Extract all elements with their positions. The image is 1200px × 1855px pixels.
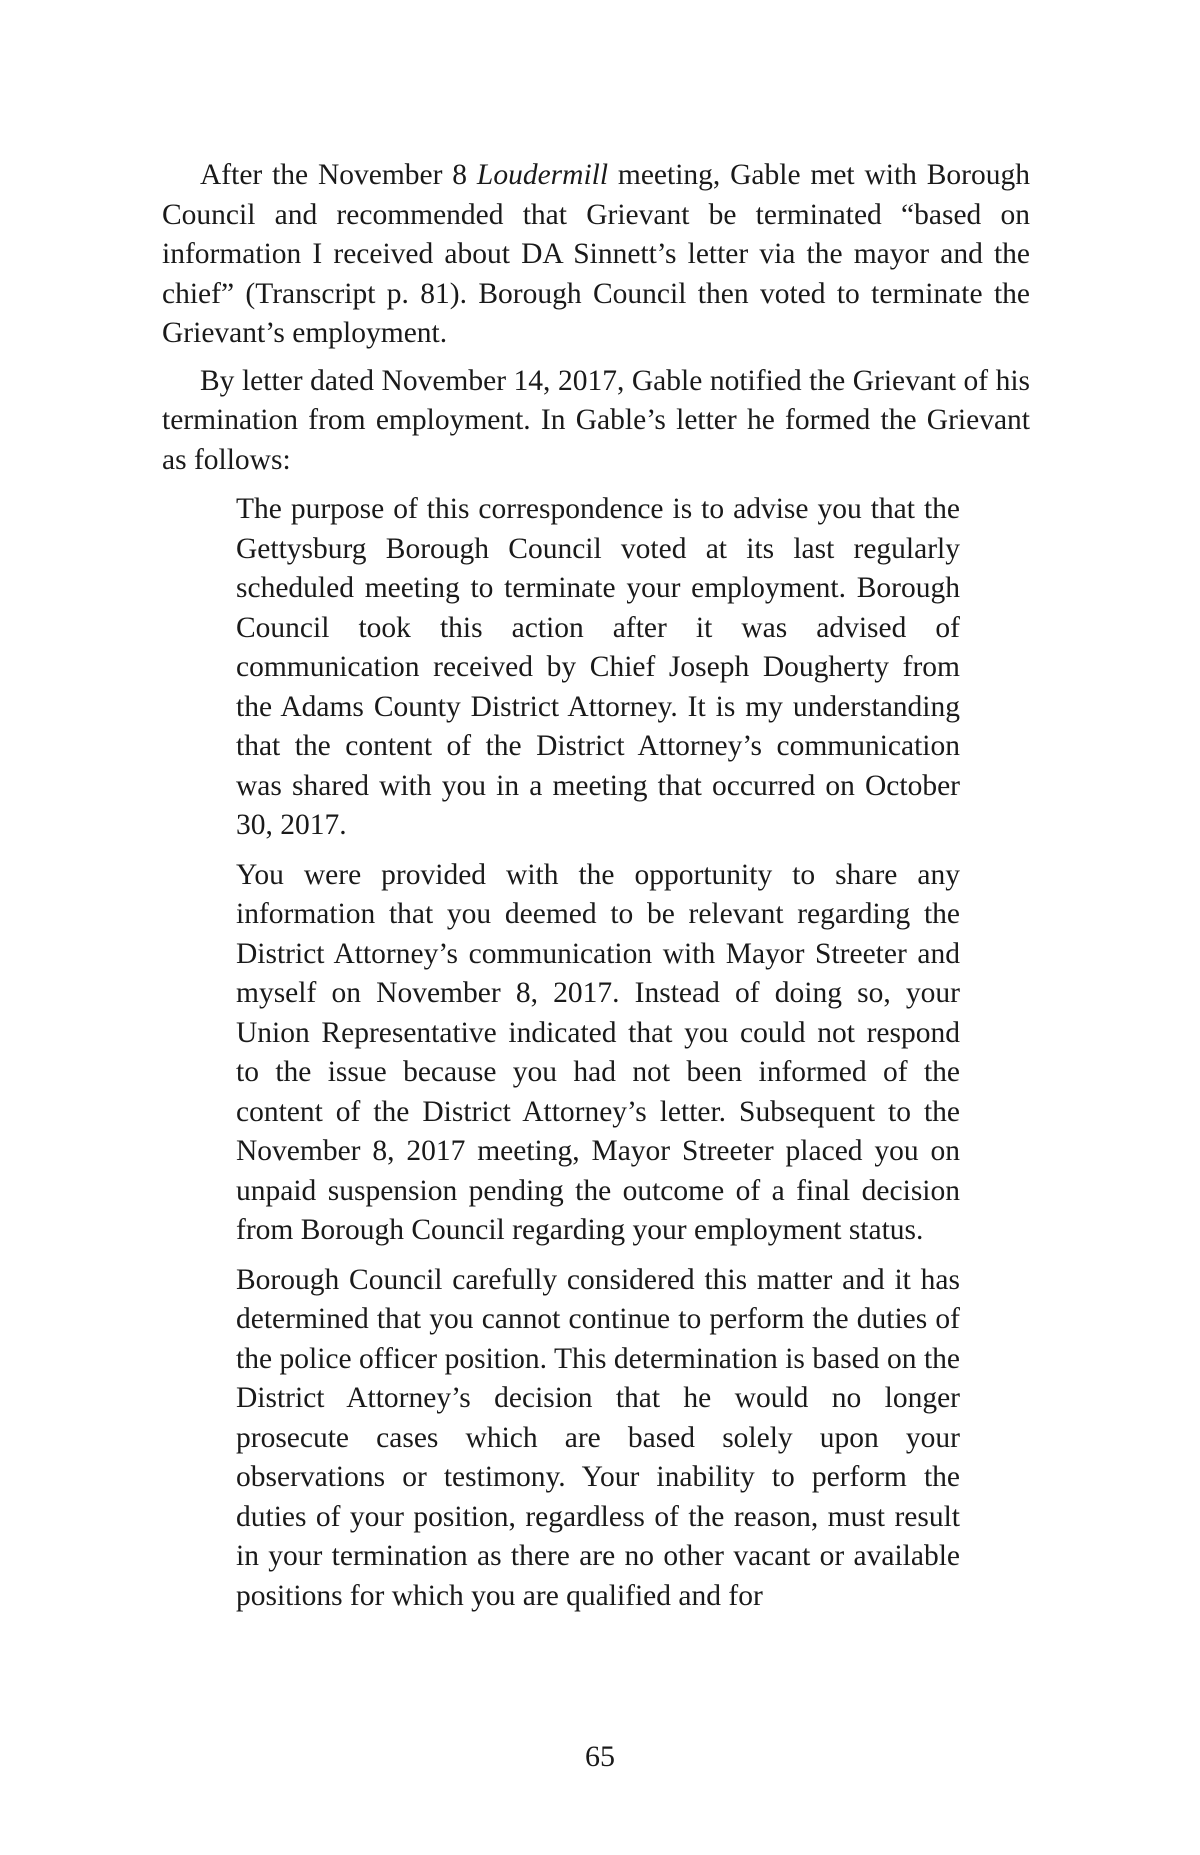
- paragraph-loudermill-meeting: [162, 156, 1030, 354]
- case-name-italic: Loudermill: [476, 159, 609, 191]
- quoted-paragraph: Borough Council carefully considered this matter and it has determined that you cannot continue to perform the duties of the police officer position. This determination is based on the District Attorney’s decision that he would no longer prosecute cases which are based solely upon your observations or testimony. Your inability to perform the duties of your position, regardless of the reason, must result in your termination as there are no other vacant or available positions for which you are qualified and for: [236, 1263, 960, 1612]
- paragraph-text: After the November 8: [200, 159, 477, 191]
- paragraph-termination-letter-intro: By letter dated November 14, 2017, Gable notified the Grievant of his termination from employment. In Gable’s letter he formed the Grievant as follows:: [162, 364, 1030, 476]
- page-number: 65: [585, 1740, 615, 1773]
- quoted-letter: [236, 490, 960, 1616]
- quoted-paragraph: You were provided with the opportunity to share any information that you deemed to be relevant regarding the District Attorney’s communication with Mayor Streeter and myself on November 8, 2017. Instead of doing so, your Union Representative indicated that you could not respond to the issue because you had not been informed of the content of the District Attorney’s letter. Subsequent to the November 8, 2017 meeting, Mayor Streeter placed you on unpaid suspension pending the outcome of a final decision from Borough Council regarding your employment status.: [236, 858, 960, 1246]
- paragraph-text: meeting, Gable met with Borough Council and recommended that Grievant be terminated “based on information I received about DA Sinnett’s letter via the mayor and the chief” (Transcript p. 81). Borough Council then voted to terminate the Grievant’s employment.: [162, 159, 1030, 349]
- quoted-paragraph: The purpose of this correspondence is to advise you that the Gettysburg Borough Council voted at its last regularly scheduled meeting to terminate your employment. Borough Council took this action after it was advised of communication received by Chief Joseph Dougherty from the Adams County District Attorney. It is my understanding that the content of the District Attorney’s communication was shared with you in a meeting that occurred on October 30, 2017.: [236, 493, 960, 841]
- body-text: [162, 156, 1030, 1626]
